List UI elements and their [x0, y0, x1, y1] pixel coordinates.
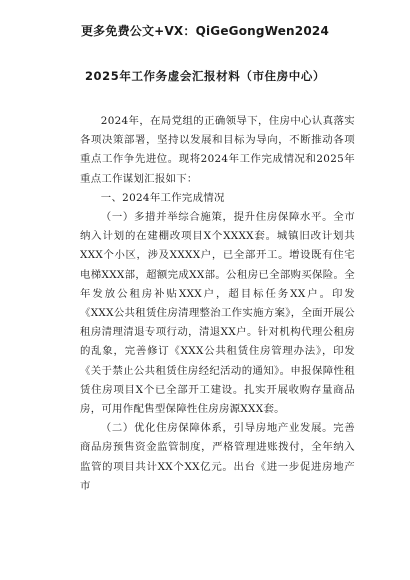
intro-paragraph: 2024年，在局党组的正确领导下，住房中心认真落实各项决策部署，坚持以发展和目标为导向，不断推动各项重点工作争先进位。现将2024年工作完成情况和2025年重点工作谋划汇报如下：: [80, 115, 355, 185]
document-body: [80, 112, 355, 496]
subsection-paragraph-2: （二）优化住房保障体系，引导房地产业发展。完善商品房预售资金监管制度，严格管理进账拨付，全年纳入监管的项目共计XX个XX亿元。出台《进一步促进房地产市: [80, 422, 355, 492]
promo-header: 更多免费公文+VX：QiGeGongWen2024: [80, 24, 329, 38]
section-heading: 一、2024年工作完成情况: [100, 191, 225, 204]
document-title: 2025年工作务虚会汇报材料（市住房中心）: [84, 69, 326, 83]
subsection-paragraph-1: （一）多措并举综合施策，提升住房保障水平。全市纳入计划的在建棚改项目X个XXXX套。城镇旧改计划共XXX个小区，涉及XXXX户，已全部开工。增设既有住宅电梯XXX部，超额完成XX部。公租房已全部购买保险。全年发放公租房补贴XXX户，超目标任务XX户。印发《XXX公共租赁住房清理整治工作实施方案》，全面开展公租房清理清退专项行动，清退XX户。针对机构代理公租房的乱象，完善修订《XXX公共租赁住房管理办法》，印发《关于禁止公共租赁住房经纪活动的通知》。申报保障性租赁住房项目X个已全部开工建设。扎实开展收购存量商品房，可用作配售型保障性住房房源XXX套。: [80, 211, 355, 416]
